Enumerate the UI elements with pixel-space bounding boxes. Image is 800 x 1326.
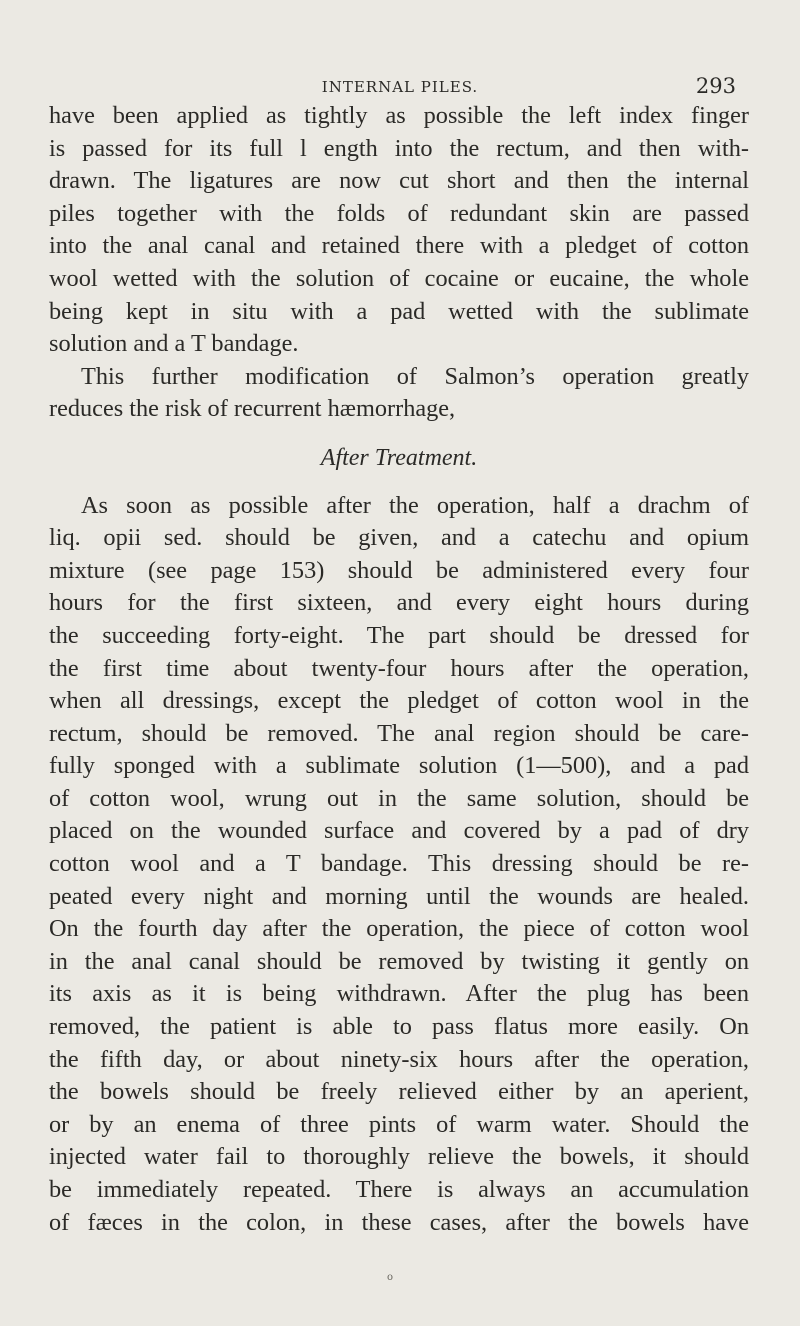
text-line: of cotton wool, wrung out in the same solution, should be [49, 784, 749, 812]
text-line: being kept in situ with a pad wetted with the sublimate [49, 297, 749, 325]
paragraph-modification [49, 361, 749, 426]
text-line: fully sponged with a sublimate solution (1—500), and a pad [49, 752, 749, 780]
section-heading: After Treatment. [320, 444, 478, 471]
text-line: injected water fail to thoroughly relieve the bowels, it should [49, 1143, 749, 1171]
text-line: removed, the patient is able to pass flatus more easily. On [49, 1013, 749, 1041]
text-line: peated every night and morning until the wounds are healed. [49, 882, 749, 910]
text-line: the fifth day, or about ninety-six hours after the operation, [49, 1045, 749, 1073]
text-line: into the anal canal and retained there with a pledget of cotton [49, 232, 749, 260]
text-line: drawn. The ligatures are now cut short and then the internal [49, 167, 749, 195]
text-line: This further modification of Salmon’s operation greatly [81, 362, 749, 390]
text-line: of fæces in the colon, in these cases, after the bowels have [49, 1208, 749, 1236]
text-line: placed on the wounded surface and covered by a pad of dry [49, 817, 749, 845]
text-line: the succeeding forty-eight. The part should be dressed for [49, 621, 749, 649]
text-line: wool wetted with the solution of cocaine or eucaine, the whole [49, 264, 749, 292]
page-number: 293 [695, 74, 736, 98]
text-line: cotton wool and a T bandage. This dressing should be re- [49, 850, 749, 878]
text-line: in the anal canal should be removed by twisting it gently on [49, 947, 749, 975]
text-line: On the fourth day after the operation, the piece of cotton wool [49, 915, 749, 943]
text-line: have been applied as tightly as possible the left index finger [49, 102, 749, 129]
text-line: liq. opii sed. should be given, and a catechu and opium [49, 524, 749, 552]
text-line: or by an enema of three pints of warm water. Should the [49, 1110, 749, 1138]
text-line: be immediately repeated. There is always an accumulation [49, 1176, 749, 1203]
text-line: rectum, should be removed. The anal region should be care- [49, 719, 749, 747]
running-head: INTERNAL PILES. [321, 78, 479, 96]
text-line: piles together with the folds of redundant skin are passed [49, 199, 749, 227]
text-line: when all dressings, except the pledget of cotton wool in the [49, 687, 749, 715]
paragraph-after-treatment [49, 490, 749, 1240]
text-line: the first time about twenty-four hours after the operation, [49, 654, 749, 682]
footer-mark: o [387, 1272, 394, 1283]
text-line: its axis as it is being withdrawn. After the plug has been [49, 980, 749, 1008]
text-line: solution and a T bandage. [49, 330, 299, 358]
text-line: is passed for its full l ength into the rectum, and then with- [49, 134, 749, 162]
text-line: hours for the first sixteen, and every eight hours during [49, 589, 749, 617]
paragraph-ligature-procedure [49, 100, 749, 361]
text-line: As soon as possible after the operation, half a drachm of [81, 491, 749, 519]
body-text [49, 100, 749, 1239]
text-line: mixture (see page 153) should be administered every four [49, 556, 749, 584]
text-line: reduces the risk of recurrent hæmorrhage, [49, 395, 456, 423]
text-line: the bowels should be freely relieved either by an aperient, [49, 1078, 749, 1106]
